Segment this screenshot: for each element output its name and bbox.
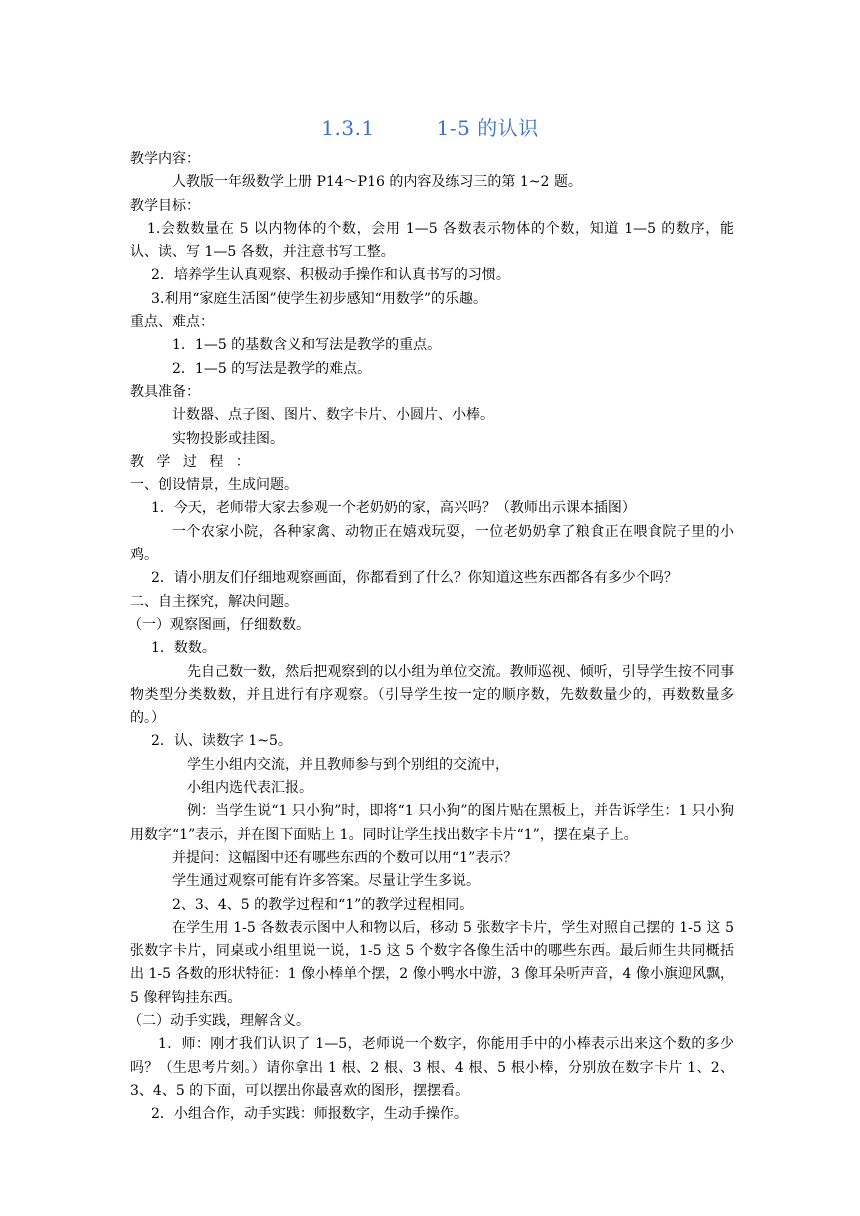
paragraph: 学生小组内交流，并且教师参与到个别组的交流中，	[187, 756, 509, 773]
section-heading: 重点、难点：	[130, 314, 214, 331]
section-heading: 一、创设情景，生成问题。	[130, 477, 298, 494]
paragraph: 1.会数数量在 5 以内物体的个数，会用 1—5 各数表示物体的个数，知道 1—5 的数序，能认、读、写 1—5 各数，并注意书写工整。	[130, 220, 734, 261]
paragraph: 人教版一年级数学上册 P14～P16 的内容及练习三的第 1~2 题。	[172, 174, 582, 191]
document-body	[130, 148, 734, 1126]
section-heading: 二、自主探究，解决问题。	[130, 593, 298, 610]
paragraph: 实物投影或挂图。	[172, 430, 284, 447]
paragraph: 2、3、4、5 的教学过程和“1”的教学过程相同。	[172, 896, 474, 913]
paragraph: 1．1—5 的基数含义和写法是教学的重点。	[172, 337, 442, 354]
paragraph: 1．今天，老师带大家去参观一个老奶奶的家，高兴吗？（教师出示课本插图）	[151, 500, 636, 517]
paragraph: 2．请小朋友们仔细地观察画面，你都看到了什么？你知道这些东西都各有多少个吗？	[151, 570, 678, 587]
paragraph: 在学生用 1-5 各数表示图中人和物以后，移动 5 张数字卡片，学生对照自己摆的 1-5 这 5 张数字卡片，同桌或小组里说一说，1-5 这 5 个数字各像生活中的哪些东西。最后师生共同概括出 1-5 各数的形状特征：1 像小棒单个摆，2 像小鸭水中游，3 像耳朵听声音，4 像小旗迎风飘，5 像秤钩挂东西。	[130, 919, 734, 1006]
paragraph: 2．小组合作，动手实践：师报数字，生动手操作。	[151, 1106, 468, 1123]
section-heading: 教 学 过 程 ：	[130, 453, 254, 470]
page-title	[0, 114, 860, 142]
paragraph: 1．师：刚才我们认识了 1—5，老师说一个数字，你能用手中的小棒表示出来这个数的多少吗？（生思考片刻。）请你拿出 1 根、2 根、3 根、4 根、5 根小棒，分别放在数字卡片 1、2、3、4、5 的下面，可以摆出你最喜欢的图形，摆摆看。	[130, 1036, 734, 1099]
paragraph: 2．1—5 的写法是教学的难点。	[172, 360, 372, 377]
paragraph: 一个农家小院，各种家禽、动物正在嬉戏玩耍，一位老奶奶拿了粮食正在喂食院子里的小鸡。	[130, 523, 734, 564]
paragraph: 小组内选代表汇报。	[187, 780, 313, 797]
subsection-heading: （二）动手实践，理解含义。	[128, 1012, 310, 1029]
section-heading: 教学目标：	[130, 197, 200, 214]
section-heading: 教学内容：	[130, 151, 200, 167]
paragraph: 并提问：这幅图中还有哪些东西的个数可以用“1”表示？	[172, 849, 518, 866]
paragraph: 1．数数。	[151, 640, 216, 657]
paragraph: 计数器、点子图、图片、数字卡片、小圆片、小棒。	[172, 407, 494, 424]
paragraph: 先自己数一数，然后把观察到的以小组为单位交流。教师巡视、倾听，引导学生按不同事物类型分类数数，并且进行有序观察。（引导学生按一定的顺序数，先数数量少的，再数数量多的。）	[130, 663, 734, 727]
title-number: 1.3.1	[321, 116, 375, 140]
paragraph: 例：当学生说“1 只小狗”时，即将“1 只小狗”的图片贴在黑板上，并告诉学生：1 只小狗用数字“1”表示，并在图下面贴上 1。同时让学生找出数字卡片“1”，摆在桌子上。	[130, 803, 734, 843]
title-text: 1-5 的认识	[436, 116, 539, 140]
paragraph: 2．培养学生认真观察、积极动手操作和认真书写的习惯。	[151, 267, 510, 284]
paragraph: 3.利用“家庭生活图”使学生初步感知“用数学”的乐趣。	[151, 290, 487, 307]
subsection-heading: （一）观察图画，仔细数数。	[128, 616, 310, 633]
paragraph: 2．认、读数字 1~5。	[151, 733, 292, 750]
paragraph: 学生通过观察可能有许多答案。尽量让学生多说。	[172, 873, 480, 890]
section-heading: 教具准备：	[130, 383, 200, 400]
